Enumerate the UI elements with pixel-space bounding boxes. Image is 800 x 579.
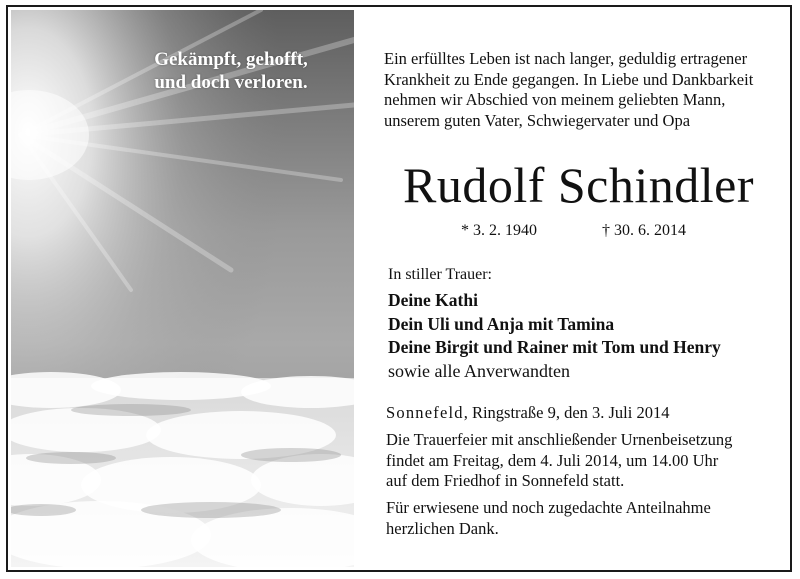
ceremony-paragraph: Die Trauerfeier mit anschließender Urnenbeisetzung findet am Freitag, dem 4. Juli 2014, um 14.00 Uhr auf dem Friedhof in Sonnefeld statt. [386,430,733,490]
notice-text [376,7,781,570]
relatives-line: sowie alle Anverwandten [388,360,570,381]
sky-clouds-photo [11,10,354,567]
place-date-line [386,403,669,424]
mourner-line: Dein Uli und Anja mit Tamina [388,313,615,334]
place-name: Sonnefeld [386,403,464,422]
thanks-paragraph: Für erwiesene und noch zugedachte Anteilnahme herzlichen Dank. [386,498,711,538]
quote: Gekämpft, gehofft, und doch verloren. [154,49,308,93]
obituary-frame [6,5,792,572]
address-date: , Ringstraße 9, den 3. Juli 2014 [463,403,670,422]
birth-date: * 3. 2. 1940 [461,222,537,239]
intro-paragraph: Ein erfülltes Leben ist nach langer, geduldig ertragener Krankheit zu Ende gegangen. In Liebe und Dankbarkeit nehmen wir Abschied von meinem geliebten Mann, unserem guten Vater, Schwiegervater und Opa [384,49,754,130]
death-date: † 30. 6. 2014 [602,222,686,239]
mourner-line: Deine Birgit und Rainer mit Tom und Henry [388,337,721,357]
mourners-list [388,289,783,383]
mourning-label: In stiller Trauer: [388,266,492,283]
deceased-name: Rudolf Schindler [402,157,755,213]
mourner-line: Deine Kathi [388,290,478,310]
